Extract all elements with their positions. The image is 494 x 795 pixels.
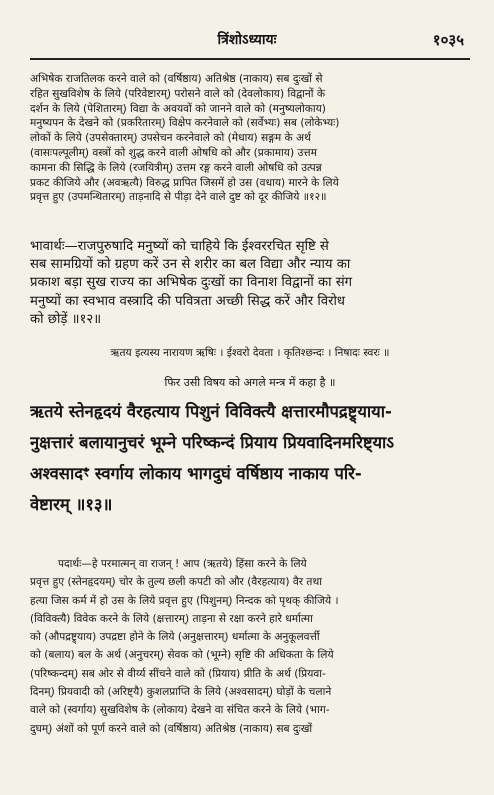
text-line: प्रवृत्त हुए (स्तेनहृदयम्) चोर के तुल्य छली कपटी को और (वैरहत्याय) वैर तथा xyxy=(30,576,322,589)
mantra-verse xyxy=(30,396,470,520)
text-line: पदार्थः—हे परमात्मन् वा राजन् ! आप (ऋतये) हिंसा करने के लिये xyxy=(58,558,307,570)
text-line: कामना की सिद्धि के लिये (रजयित्रीम्) उत्तम रङ्ग करने वाली ओषधि को उत्पन्न xyxy=(30,161,322,174)
chapter-title: त्रिंशोऽध्यायः xyxy=(217,32,277,48)
mantra-intro: फिर उसी विषय को अगले मन्त्र में कहा है ॥ xyxy=(164,376,336,389)
header-rule xyxy=(30,58,470,60)
text-line: दिनम्) प्रियवादी को (अरिष्ट्यै) कुशलप्राप्ति के लिये (अश्वसादम्) घोड़ों के चलाने xyxy=(30,686,332,699)
text-line: को (औपद्रष्ट्र्याय) उपद्रष्टा होने के लिये (अनुक्षत्तारम्) धर्मात्मा के अनुकूलवर्त्ती xyxy=(30,631,320,644)
text-line: दुघम्) अंशों को पूर्ण करने वाले को (वर्षिष्ठाय) अतिश्रेष्ठ (नाकाय) सब दुःखों xyxy=(30,722,313,735)
text-line: भावार्थः—राजपुरुषादि मनुष्यों को चाहिये कि ईश्वररचित सृष्टि से xyxy=(30,239,329,254)
text-line: रहित सुखविशेष के लिये (परिवेष्टारम्) परोसने वाले को (देवलोकाय) विद्वानों के xyxy=(30,87,326,100)
mantra-line: ऋतये स्तेनहृदयं वैरहत्याय पिशुनं विविक्त्यै क्षत्तारमौपद्रष्ट्र्याया- xyxy=(30,402,392,421)
text-line: को (बलाय) बल के अर्थ (अनुचरम्) सेवक को (भूम्ने) सृष्टि की अधिकता के लिये xyxy=(30,649,334,662)
page-number: १०३५ xyxy=(432,31,464,49)
bhavartha-paragraph xyxy=(30,238,470,329)
mantra-line: नुक्षत्तारं बलायानुचरं भूम्ने परिष्कन्दं प्रियाय प्रियवादिनमरिष्ट्याऽ xyxy=(30,433,395,452)
text-line: लोकों के लिये (उपसेक्तारम्) उपसेचन करनेवाले को (मेधाय) सङ्गम के अर्थ xyxy=(30,132,311,145)
text-line: को छोड़ें ॥१२॥ xyxy=(30,311,102,327)
page-header xyxy=(30,30,464,54)
text-line: (वासःपल्पूलीम्) वस्त्रों को शुद्ध करने वाली ओषधि को और (प्रकामाय) उत्तम xyxy=(30,146,317,159)
rishi-devata-line: ऋतय इत्यस्य नारायण ऋषिः । ईश्वरो देवता । कृतिश्छन्दः । निषादः स्वरः ॥ xyxy=(110,347,390,359)
text-line: (विविक्त्यै) विवेक करने के लिये (क्षत्तारम्) ताड़ना से रक्षा करने हारे धर्मात्मा xyxy=(30,612,313,625)
text-line: प्रवृत्त हुए (उपमन्थितारम्) ताड़नादि से पीड़ा देने वाले दुष्ट को दूर कीजिये ॥१२॥ xyxy=(30,191,327,204)
padartha-paragraph xyxy=(30,555,470,738)
text-line: मनुष्यपन के देखने को (प्रकरितारम्) विक्षेप करनेवाले को (सर्वेभ्यः) सब (लोकेभ्यः) xyxy=(30,117,340,130)
paragraph-continuation xyxy=(30,72,470,205)
mantra-line: अश्वसादꣳ स्वर्गाय लोकाय भागदुघं वर्षिष्ठाय नाकाय परि- xyxy=(30,464,362,483)
text-line: अभिषेक राजतिलक करने वाले को (वर्षिष्ठाय) अतिश्रेष्ठ (नाकाय) सब दुःखों से xyxy=(30,73,323,85)
text-line: प्रकाश बड़ा सुख राज्य का अभिषेक दुःखों का विनाश विद्वानों का संग xyxy=(30,275,353,291)
text-line: मनुष्यों का स्वभाव वस्त्रादि की पवित्रता अच्छी सिद्ध करें और विरोध xyxy=(30,293,345,309)
text-line: दर्शन के लिये (पेशितारम्) विद्या के अवयवों को जानने वाले को (मनुष्यलोकाय) xyxy=(30,102,326,115)
text-line: वाले को (स्वर्गाय) सुखविशेष के (लोकाय) देखने वा संचित करने के लिये (भाग- xyxy=(30,704,330,717)
text-line: सब सामग्रियों को ग्रहण करें उन से शरीर का बल विद्या और न्याय का xyxy=(30,257,351,273)
text-line: प्रकट कीजिये और (अवऋत्यै) विरुद्ध प्रापित जिसमें हो उस (वधाय) मारने के लिये xyxy=(30,176,339,189)
mantra-line: वेष्टारम् ॥१३॥ xyxy=(30,495,113,514)
text-line: हत्या जिस कर्म में हो उस के लिये प्रवृत्त हुए (पिशुनम्) निन्दक को पृथक् कीजिये । xyxy=(30,594,339,607)
text-line: (परिष्कन्दम्) सब ओर से वीर्य्य सींचने वाले को (प्रियाय) प्रीति के अर्थ (प्रियवा- xyxy=(30,667,326,680)
